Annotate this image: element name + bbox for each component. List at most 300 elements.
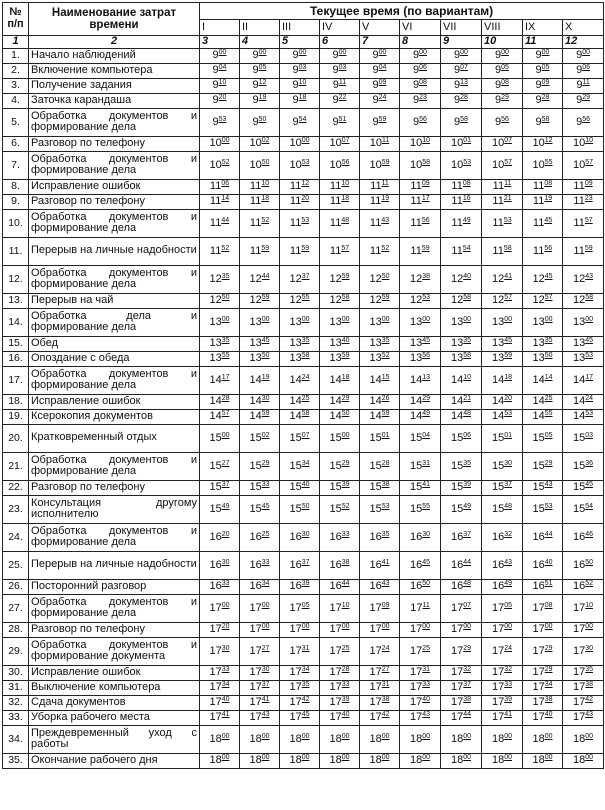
time-minutes: 24 — [301, 373, 310, 381]
time-cell — [441, 452, 482, 480]
time-minutes: 25 — [261, 530, 270, 538]
time-cell — [320, 351, 360, 366]
time-cell — [360, 78, 400, 93]
time-minutes: 39 — [341, 696, 350, 704]
time-hour: 11 — [532, 216, 545, 229]
column-header-name: Наименование затрат времени — [29, 3, 200, 36]
time-cell — [360, 695, 400, 710]
time-hour: 17 — [369, 666, 382, 679]
time-minutes: 41 — [261, 696, 270, 704]
time-cell — [280, 293, 320, 308]
time-cell — [563, 366, 604, 394]
time-minutes: 46 — [585, 530, 594, 538]
time-cell — [200, 594, 240, 622]
time-minutes: 07 — [504, 137, 513, 145]
time-cell — [280, 78, 320, 93]
time-minutes: 00 — [460, 49, 468, 57]
table-row — [3, 136, 604, 151]
time-hour: 17 — [209, 601, 222, 614]
time-minutes: 05 — [501, 64, 509, 72]
time-cell — [320, 579, 360, 594]
time-cell — [240, 108, 280, 136]
time-hour: 17 — [491, 681, 505, 694]
time-hour: 15 — [573, 459, 586, 472]
activity-name: Разговор по телефону — [29, 622, 200, 637]
time-cell — [563, 136, 604, 151]
time-hour: 17 — [409, 696, 423, 709]
time-cell — [200, 424, 240, 452]
time-minutes: 34 — [301, 459, 310, 467]
time-hour: 9 — [372, 94, 379, 107]
time-minutes: 40 — [341, 337, 350, 345]
time-cell — [482, 194, 523, 209]
time-minutes: 08 — [544, 180, 553, 188]
time-minutes: 40 — [221, 696, 230, 704]
time-minutes: 00 — [221, 754, 230, 762]
time-cell — [400, 93, 441, 108]
time-minutes: 00 — [261, 623, 270, 631]
time-minutes: 29 — [582, 94, 590, 102]
time-minutes: 01 — [504, 431, 513, 439]
time-minutes: 03 — [338, 64, 347, 72]
time-minutes: 50 — [585, 558, 594, 566]
time-minutes: 44 — [463, 558, 472, 566]
time-hour: 13 — [573, 315, 586, 328]
time-cell — [523, 351, 563, 366]
time-minutes: 00 — [381, 732, 390, 740]
time-cell — [523, 293, 563, 308]
time-hour: 18 — [289, 732, 302, 745]
activity-name: Выключение компьютера — [29, 680, 200, 695]
time-hour: 9 — [413, 64, 420, 77]
time-hour: 15 — [573, 431, 586, 444]
row-number: 35. — [3, 753, 29, 768]
time-minutes: 58 — [301, 352, 310, 360]
time-cell — [563, 680, 604, 695]
time-cell — [200, 336, 240, 351]
activity-name: Перерыв на чай — [29, 293, 200, 308]
time-hour: 14 — [289, 373, 302, 386]
time-hour: 14 — [450, 395, 464, 408]
time-hour: 14 — [289, 410, 302, 423]
time-cell — [482, 108, 523, 136]
time-cell — [523, 93, 563, 108]
time-minutes: 59 — [341, 272, 350, 280]
time-minutes: 10 — [463, 373, 472, 381]
time-hour: 17 — [491, 696, 505, 709]
row-number: 3. — [3, 78, 29, 93]
time-minutes: 40 — [544, 558, 553, 566]
time-minutes: 50 — [341, 410, 350, 418]
table-row — [3, 495, 604, 523]
time-hour: 13 — [573, 352, 586, 365]
time-minutes: 59 — [341, 352, 350, 360]
time-hour: 11 — [369, 195, 382, 208]
time-cell — [482, 93, 523, 108]
time-hour: 10 — [409, 158, 423, 171]
time-cell — [482, 710, 523, 725]
time-hour: 11 — [410, 195, 422, 208]
time-hour: 9 — [252, 64, 259, 77]
time-hour: 17 — [409, 711, 423, 724]
time-hour: 9 — [576, 49, 583, 62]
time-cell — [400, 293, 441, 308]
time-hour: 12 — [329, 272, 342, 285]
time-minutes: 29 — [544, 644, 553, 652]
time-hour: 12 — [491, 294, 505, 307]
row-number: 13. — [3, 293, 29, 308]
time-hour: 17 — [532, 644, 545, 657]
time-minutes: 00 — [544, 315, 553, 323]
time-hour: 17 — [369, 623, 382, 636]
time-minutes: 52 — [381, 352, 390, 360]
time-minutes: 36 — [585, 459, 594, 467]
time-hour: 16 — [369, 530, 382, 543]
time-hour: 9 — [535, 49, 542, 62]
time-minutes: 32 — [504, 530, 513, 538]
time-minutes: 59 — [584, 244, 593, 252]
time-minutes: 59 — [261, 244, 270, 252]
time-cell — [360, 495, 400, 523]
time-hour: 18 — [573, 754, 586, 767]
time-minutes: 45 — [261, 502, 270, 510]
time-minutes: 44 — [544, 530, 553, 538]
time-cell — [200, 136, 240, 151]
time-hour: 9 — [454, 115, 461, 128]
time-minutes: 43 — [544, 481, 553, 489]
time-hour: 17 — [289, 623, 302, 636]
time-cell — [482, 753, 523, 768]
time-hour: 15 — [450, 481, 464, 494]
time-minutes: 00 — [301, 137, 310, 145]
time-minutes: 02 — [261, 431, 270, 439]
time-minutes: 56 — [419, 115, 427, 123]
time-cell — [400, 695, 441, 710]
table-row — [3, 665, 604, 680]
time-minutes: 28 — [460, 94, 468, 102]
row-number: 10. — [3, 209, 29, 237]
variant-header-5: V — [360, 20, 400, 36]
time-minutes: 35 — [463, 459, 472, 467]
time-cell — [360, 424, 400, 452]
time-minutes: 59 — [381, 410, 390, 418]
time-hour: 17 — [329, 623, 342, 636]
time-minutes: 40 — [422, 696, 431, 704]
time-hour: 17 — [573, 711, 586, 724]
time-hour: 11 — [289, 180, 302, 193]
time-hour: 15 — [209, 459, 222, 472]
time-cell — [360, 579, 400, 594]
time-minutes: 50 — [261, 158, 270, 166]
time-hour: 9 — [454, 64, 461, 77]
column-index-10: 10 — [482, 36, 523, 49]
time-hour: 9 — [252, 115, 259, 128]
time-minutes: 00 — [301, 315, 310, 323]
time-minutes: 11 — [338, 79, 347, 87]
time-minutes: 57 — [504, 158, 513, 166]
time-cell — [563, 179, 604, 194]
time-cell — [360, 293, 400, 308]
time-cell — [320, 293, 360, 308]
time-minutes: 49 — [462, 216, 471, 224]
time-minutes: 39 — [341, 481, 350, 489]
time-minutes: 04 — [378, 64, 387, 72]
table-row — [3, 409, 604, 424]
time-cell — [320, 366, 360, 394]
time-cell — [360, 108, 400, 136]
time-hour: 16 — [249, 530, 262, 543]
time-minutes: 30 — [221, 558, 230, 566]
time-cell — [441, 424, 482, 452]
table-row — [3, 680, 604, 695]
time-cell — [523, 753, 563, 768]
time-cell — [200, 680, 240, 695]
time-hour: 17 — [289, 681, 302, 694]
time-cell — [563, 209, 604, 237]
time-hour: 10 — [573, 158, 586, 171]
time-minutes: 00 — [422, 315, 431, 323]
table-row — [3, 637, 604, 665]
time-cell — [563, 424, 604, 452]
time-minutes: 25 — [422, 644, 431, 652]
time-minutes: 00 — [261, 601, 270, 609]
time-cell — [200, 452, 240, 480]
time-cell — [441, 366, 482, 394]
time-hour: 9 — [413, 49, 420, 62]
time-cell — [523, 452, 563, 480]
time-cell — [523, 409, 563, 424]
activity-name: Заточка карандаша — [29, 93, 200, 108]
time-hour: 14 — [573, 373, 586, 386]
time-cell — [523, 136, 563, 151]
time-hour: 13 — [249, 315, 262, 328]
time-cell — [441, 151, 482, 179]
time-cell — [482, 594, 523, 622]
time-minutes: 58 — [463, 352, 472, 360]
time-minutes: 30 — [261, 666, 270, 674]
time-minutes: 30 — [422, 530, 431, 538]
time-minutes: 30 — [504, 459, 513, 467]
time-hour: 9 — [495, 64, 502, 77]
time-hour: 9 — [372, 49, 379, 62]
time-hour: 15 — [409, 502, 423, 515]
time-cell — [360, 308, 400, 336]
time-minutes: 49 — [504, 580, 513, 588]
time-cell — [240, 366, 280, 394]
time-hour: 15 — [573, 481, 586, 494]
time-cell — [280, 308, 320, 336]
time-minutes: 00 — [419, 49, 427, 57]
time-hour: 11 — [492, 244, 504, 257]
time-cell — [400, 108, 441, 136]
table-row — [3, 78, 604, 93]
time-minutes: 28 — [381, 459, 390, 467]
time-hour: 11 — [573, 216, 585, 229]
time-hour: 10 — [409, 137, 423, 150]
time-minutes: 17 — [221, 373, 230, 381]
time-cell — [441, 108, 482, 136]
time-cell — [240, 151, 280, 179]
time-minutes: 31 — [422, 459, 431, 467]
time-cell — [200, 351, 240, 366]
time-minutes: 21 — [503, 195, 512, 203]
column-index-4: 4 — [240, 36, 280, 49]
activity-name: Консультация другому исполнителю — [29, 495, 200, 523]
time-cell — [441, 753, 482, 768]
time-cell — [563, 308, 604, 336]
time-minutes: 11 — [381, 137, 390, 145]
time-cell — [240, 78, 280, 93]
time-hour: 15 — [289, 431, 302, 444]
table-row — [3, 579, 604, 594]
column-index-9: 9 — [441, 36, 482, 49]
time-hour: 13 — [369, 352, 382, 365]
time-minutes: 45 — [301, 711, 310, 719]
time-hour: 13 — [450, 352, 464, 365]
time-cell — [360, 452, 400, 480]
time-minutes: 08 — [501, 79, 509, 87]
time-cell — [523, 594, 563, 622]
time-minutes: 35 — [221, 272, 230, 280]
time-cell — [320, 265, 360, 293]
time-minutes: 52 — [341, 502, 350, 510]
time-cell — [482, 151, 523, 179]
time-minutes: 11 — [582, 79, 590, 87]
time-cell — [360, 366, 400, 394]
column-index-6: 6 — [320, 36, 360, 49]
time-minutes: 00 — [261, 754, 270, 762]
time-cell — [400, 523, 441, 551]
time-cell — [320, 665, 360, 680]
time-minutes: 45 — [585, 337, 594, 345]
activity-name: Опоздание с обеда — [29, 351, 200, 366]
time-hour: 11 — [209, 216, 222, 229]
time-cell — [280, 93, 320, 108]
time-cell — [523, 48, 563, 63]
time-cell — [360, 63, 400, 78]
time-hour: 10 — [209, 137, 222, 150]
time-minutes: 24 — [381, 644, 390, 652]
time-cell — [563, 579, 604, 594]
time-cell — [200, 237, 240, 265]
row-number: 24. — [3, 523, 29, 551]
time-minutes: 00 — [341, 431, 350, 439]
time-cell — [240, 409, 280, 424]
row-number: 12. — [3, 265, 29, 293]
time-minutes: 00 — [221, 431, 230, 439]
time-cell — [400, 136, 441, 151]
time-cell — [280, 63, 320, 78]
time-cell — [200, 179, 240, 194]
time-hour: 13 — [491, 337, 505, 350]
time-cell — [320, 308, 360, 336]
time-hour: 16 — [289, 580, 302, 593]
time-hour: 17 — [409, 681, 423, 694]
time-hour: 13 — [289, 315, 302, 328]
time-minutes: 43 — [381, 216, 390, 224]
time-cell — [482, 480, 523, 495]
time-minutes: 38 — [381, 481, 390, 489]
time-cell — [482, 579, 523, 594]
time-cell — [360, 151, 400, 179]
row-number: 8. — [3, 179, 29, 194]
row-number: 16. — [3, 351, 29, 366]
time-cell — [320, 452, 360, 480]
time-cell — [280, 194, 320, 209]
time-hour: 17 — [249, 681, 262, 694]
time-hour: 15 — [329, 502, 342, 515]
time-cell — [320, 424, 360, 452]
row-number: 29. — [3, 637, 29, 665]
time-hour: 17 — [369, 601, 382, 614]
time-cell — [240, 753, 280, 768]
time-minutes: 00 — [341, 315, 350, 323]
time-cell — [200, 710, 240, 725]
time-hour: 13 — [450, 315, 464, 328]
time-cell — [280, 108, 320, 136]
time-minutes: 59 — [378, 115, 387, 123]
time-minutes: 24 — [504, 644, 513, 652]
time-cell — [360, 753, 400, 768]
time-hour: 18 — [249, 732, 262, 745]
row-number: 20. — [3, 424, 29, 452]
time-cell — [523, 366, 563, 394]
time-hour: 15 — [249, 431, 262, 444]
time-minutes: 07 — [463, 601, 472, 609]
time-minutes: 38 — [585, 681, 594, 689]
time-hour: 14 — [532, 410, 545, 423]
time-minutes: 45 — [585, 481, 594, 489]
column-index-3: 3 — [200, 36, 240, 49]
time-hour: 17 — [450, 711, 464, 724]
time-hour: 18 — [369, 732, 382, 745]
time-cell — [441, 265, 482, 293]
time-hour: 17 — [573, 681, 586, 694]
time-hour: 11 — [369, 244, 382, 257]
time-cell — [441, 93, 482, 108]
time-hour: 12 — [329, 294, 342, 307]
time-cell — [523, 579, 563, 594]
time-minutes: 44 — [463, 711, 472, 719]
time-minutes: 28 — [221, 395, 230, 403]
time-hour: 13 — [532, 315, 545, 328]
time-minutes: 37 — [221, 481, 230, 489]
time-cell — [360, 93, 400, 108]
time-cell — [441, 194, 482, 209]
time-hour: 17 — [532, 623, 545, 636]
time-hour: 15 — [450, 431, 464, 444]
time-cell — [482, 551, 523, 579]
time-cell — [482, 265, 523, 293]
time-minutes: 33 — [341, 681, 350, 689]
time-minutes: 10 — [341, 180, 350, 188]
time-cell — [482, 424, 523, 452]
time-minutes: 08 — [419, 79, 427, 87]
row-number: 9. — [3, 194, 29, 209]
time-hour: 14 — [209, 373, 222, 386]
time-minutes: 40 — [301, 481, 310, 489]
time-minutes: 55 — [544, 158, 553, 166]
time-minutes: 48 — [341, 216, 350, 224]
time-minutes: 19 — [544, 195, 553, 203]
time-hour: 18 — [209, 754, 222, 767]
time-minutes: 00 — [381, 754, 390, 762]
time-minutes: 43 — [585, 711, 594, 719]
time-cell — [240, 579, 280, 594]
time-minutes: 00 — [544, 732, 553, 740]
time-minutes: 05 — [258, 64, 267, 72]
time-hour: 15 — [491, 502, 505, 515]
